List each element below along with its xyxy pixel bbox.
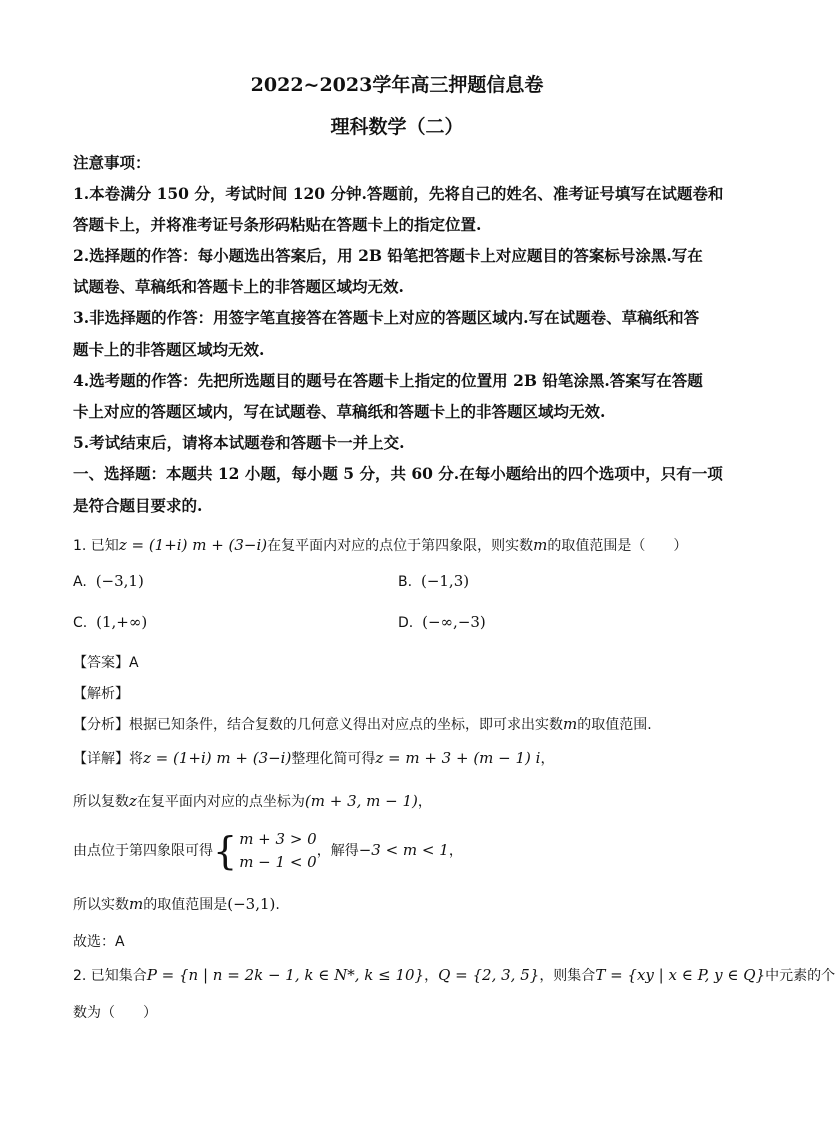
section-heading-cont: 是符合题目要求的. xyxy=(73,496,203,515)
question-2-stem-cont: 数为（ ） xyxy=(73,1005,157,1021)
notice-heading: 注意事项： xyxy=(73,153,151,172)
notice-line: 试题卷、草稿纸和答题卡上的非答题区域均无效. xyxy=(73,277,404,296)
inequality-system: m + 3 > 0 m − 1 < 0 xyxy=(239,830,317,871)
brace-icon: { xyxy=(213,829,238,873)
option-b: B. (−1,3) xyxy=(398,572,470,590)
exam-title: 2022~2023学年高三押题信息卷 xyxy=(250,74,544,96)
notice-line: 5.考试结束后，请将本试题卷和答题卡一并上交. xyxy=(73,433,405,452)
option-c: C. (1,+∞) xyxy=(73,613,148,631)
notice-line: 3.非选择题的作答：用签字笔直接答在答题卡上对应的答题区域内.写在试题卷、草稿纸和答 xyxy=(73,308,700,327)
notice-line: 题卡上的非答题区域均无效. xyxy=(73,340,265,359)
analysis-label: 【解析】 xyxy=(73,686,129,702)
option-d: D. (−∞,−3) xyxy=(398,613,486,631)
formula: z = (1+i) m + (3−i) xyxy=(118,536,268,554)
answer-label: 【答案】A xyxy=(73,655,139,671)
notice-line: 卡上对应的答题区域内，写在试题卷、草稿纸和答题卡上的非答题区域均无效. xyxy=(73,402,606,421)
question-1-stem: 1. 已知z = (1+i) m + (3−i)在复平面内对应的点位于第四象限，则实数m的取值范围是（ ） xyxy=(73,536,688,554)
choice-line: 故选：A xyxy=(73,934,125,950)
coord-line: 所以复数z在复平面内对应的点坐标为(m + 3, m − 1)， xyxy=(73,792,432,810)
notice-line: 答题卡上，并将准考证号条形码粘贴在答题卡上的指定位置. xyxy=(73,215,482,234)
analysis-text: 【分析】根据已知条件，结合复数的几何意义得出对应点的坐标，即可求出实数m的取值范围. xyxy=(73,715,652,733)
notice-line: 2.选择题的作答：每小题选出答案后，用 2B 铅笔把答题卡上对应题目的答案标号涂黑.写在 xyxy=(73,246,703,265)
exam-subtitle: 理科数学（二） xyxy=(330,116,464,138)
question-2-stem: 2. 已知集合P = {n | n = 2k − 1, k ∈ N*, k ≤ 10}，Q = {2, 3, 5}，则集合T = {xy | x ∈ P, y ∈ Q}中元素的个 xyxy=(73,966,835,984)
detail-line: 【详解】将z = (1+i) m + (3−i)整理化简可得z = m + 3 + (m − 1) i， xyxy=(73,749,555,767)
range-line: 所以实数m的取值范围是(−3,1). xyxy=(73,895,280,913)
notice-line: 1.本卷满分 150 分，考试时间 120 分钟.答题前，先将自己的姓名、准考证号填写在试题卷和 xyxy=(73,184,724,203)
notice-line: 4.选考题的作答：先把所选题目的题号在答题卡上指定的位置用 2B 铅笔涂黑.答案写在答题 xyxy=(73,371,703,390)
option-a: A. (−3,1) xyxy=(73,572,144,590)
quadrant-line: 由点位于第四象限可得{ m + 3 > 0 m − 1 < 0，解得−3 < m < 1， xyxy=(73,829,463,873)
section-heading: 一、选择题：本题共 12 小题，每小题 5 分，共 60 分.在每小题给出的四个选项中，只有一项 xyxy=(73,464,723,483)
